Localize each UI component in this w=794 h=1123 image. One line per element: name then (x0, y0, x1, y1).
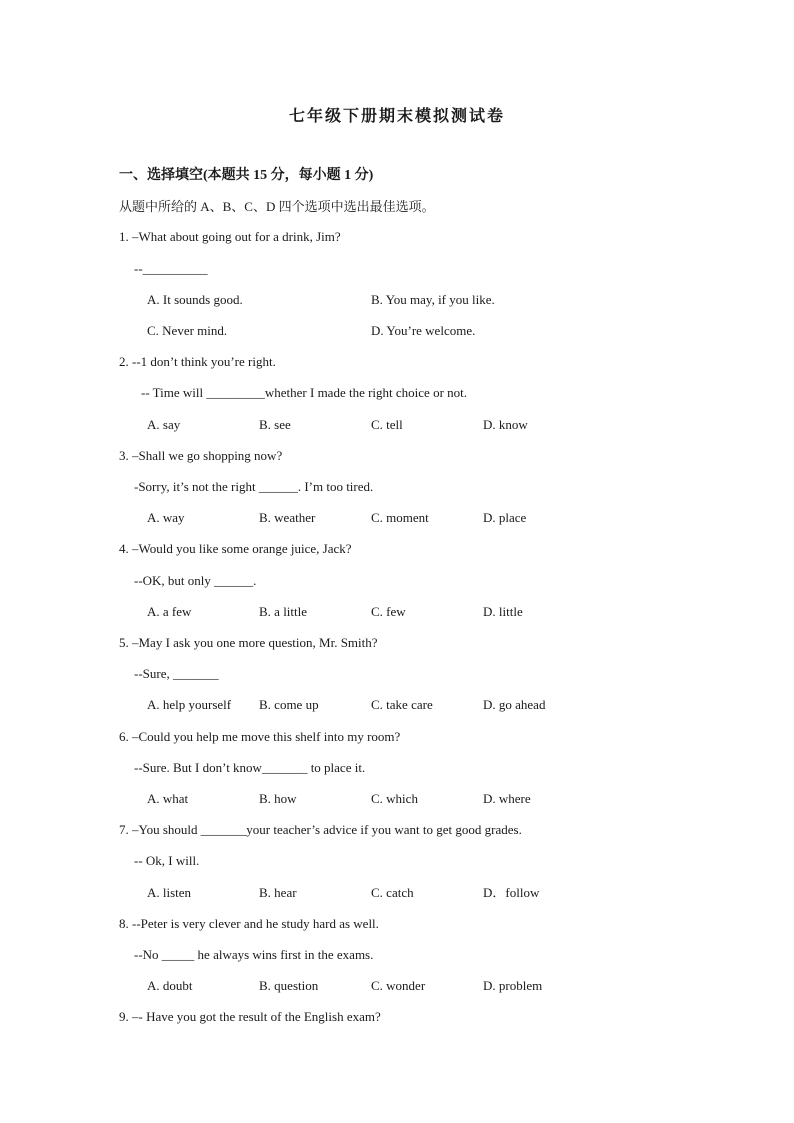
question-2-option-d: D. know (483, 417, 528, 432)
question-5-option-d: D. go ahead (483, 697, 546, 712)
question-3-response: -Sorry, it’s not the right ______. I’m too tired. (134, 479, 374, 494)
question-4-stem: 4. –Would you like some orange juice, Jack? (119, 541, 352, 556)
question-2-response: -- Time will _________whether I made the right choice or not. (141, 385, 468, 400)
question-7-option-c: C. catch (371, 885, 414, 900)
question-5-stem: 5. –May I ask you one more question, Mr. Smith? (119, 635, 378, 650)
page-title: 七年级下册期末模拟测试卷 (288, 108, 505, 125)
question-2-option-b: B. see (259, 417, 291, 432)
question-5-option-b: B. come up (259, 697, 319, 712)
question-7-option-d: D．follow (483, 885, 540, 900)
question-3-option-c: C. moment (371, 510, 429, 525)
question-3-option-b: B. weather (259, 510, 316, 525)
question-8-response: --No _____ he always wins first in the exams. (134, 947, 374, 962)
question-9-stem: 9. –- Have you got the result of the English exam? (119, 1009, 381, 1024)
question-5-option-c: C. take care (371, 697, 433, 712)
question-8-option-d: D. problem (483, 978, 543, 993)
question-2-stem: 2. --1 don’t think you’re right. (119, 354, 276, 369)
question-3-option-d: D. place (483, 510, 527, 525)
section-instruction: 从题中所给的 A、B、C、D 四个选项中选出最佳选项。 (119, 199, 435, 214)
question-4-option-c: C. few (371, 604, 406, 619)
question-6-option-b: B. how (259, 791, 297, 806)
section-heading: 一、选择填空(本题共 15 分，每小题 1 分) (119, 168, 374, 183)
question-5-response: --Sure, _______ (134, 666, 219, 681)
question-8-option-c: C. wonder (371, 978, 426, 993)
question-6-option-c: C. which (371, 791, 418, 806)
question-1-stem: 1. –What about going out for a drink, Jim? (119, 229, 341, 244)
question-4-option-a: A. a few (147, 604, 192, 619)
question-3-option-a: A. way (147, 510, 185, 525)
question-8-option-b: B. question (259, 978, 319, 993)
question-7-option-a: A. listen (147, 885, 192, 900)
question-4-option-d: D. little (483, 604, 523, 619)
question-1-response: --__________ (134, 261, 208, 276)
question-1-option-a: A. It sounds good. (147, 292, 243, 307)
question-2-option-a: A. say (147, 417, 181, 432)
question-6-option-d: D. where (483, 791, 531, 806)
question-3-stem: 3. –Shall we go shopping now? (119, 448, 283, 463)
question-8-stem: 8. --Peter is very clever and he study hard as well. (119, 916, 379, 931)
question-4-response: --OK, but only ______. (134, 573, 257, 588)
question-1-option-c: C. Never mind. (147, 323, 228, 338)
question-8-option-a: A. doubt (147, 978, 193, 993)
question-2-option-c: C. tell (371, 417, 403, 432)
question-7-response: -- Ok, I will. (134, 853, 200, 868)
question-5-option-a: A. help yourself (147, 697, 232, 712)
question-6-response: --Sure. But I don’t know_______ to place it. (134, 760, 366, 775)
question-1-option-d: D. You’re welcome. (371, 323, 476, 338)
question-6-option-a: A. what (147, 791, 189, 806)
question-6-stem: 6. –Could you help me move this shelf into my room? (119, 729, 401, 744)
question-1-option-b: B. You may, if you like. (371, 292, 495, 307)
question-7-option-b: B. hear (259, 885, 297, 900)
question-7-stem: 7. –You should _______your teacher’s advice if you want to get good grades. (119, 822, 522, 837)
question-4-option-b: B. a little (259, 604, 308, 619)
